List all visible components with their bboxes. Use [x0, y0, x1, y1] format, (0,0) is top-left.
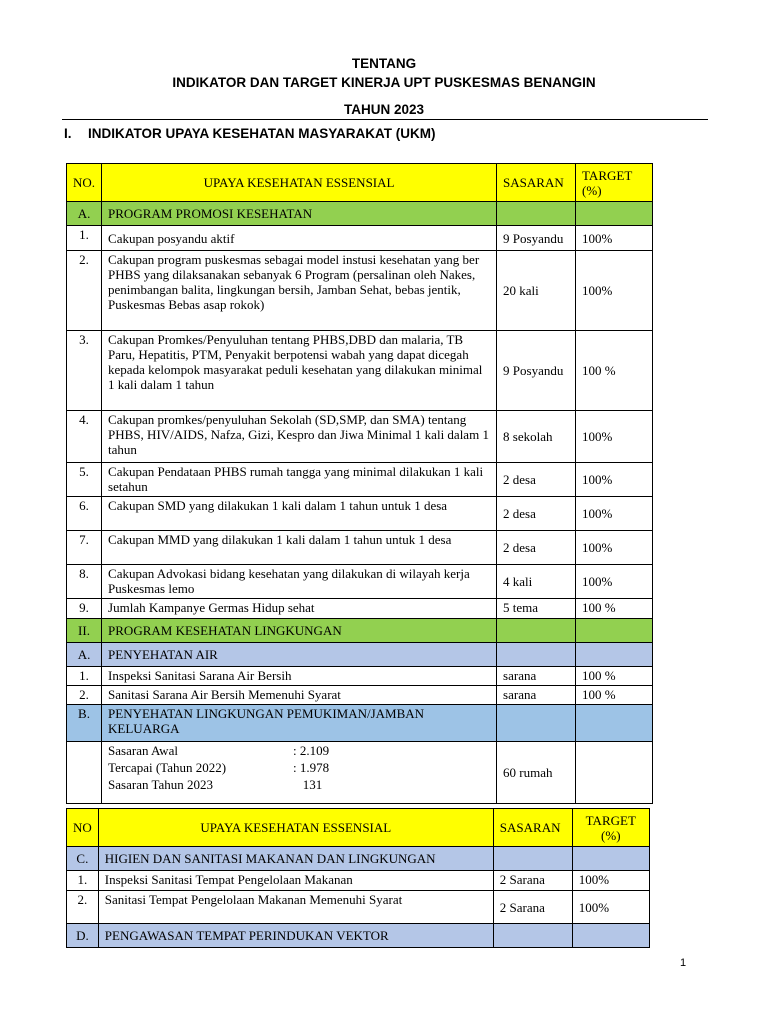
row-target: 100 %	[576, 667, 653, 686]
row-target: 100%	[576, 463, 653, 497]
header-no: NO.	[67, 164, 102, 202]
row-no: 2.	[67, 891, 99, 924]
row-target: 100 %	[576, 686, 653, 705]
row-text: Sanitasi Sarana Air Bersih Memenuhi Syarat	[102, 686, 497, 705]
row-target: 100%	[576, 226, 653, 251]
table-row	[67, 331, 653, 411]
group-no: II.	[67, 619, 102, 643]
sasaran-awal-label: Sasaran Awal	[108, 743, 178, 758]
row-no: 8.	[67, 565, 102, 599]
row-text: Sanitasi Tempat Pengelolaan Makanan Memenuhi Syarat	[98, 891, 493, 924]
document-title: INDIKATOR DAN TARGET KINERJA UPT PUSKESMAS BENANGIN	[172, 75, 596, 90]
row-sasaran: 20 kali	[497, 251, 576, 331]
table-row	[67, 226, 653, 251]
sasaran-block	[102, 742, 497, 804]
row-target: 100%	[576, 497, 653, 531]
subgroup-row-d	[67, 924, 650, 948]
row-target: 100%	[572, 891, 649, 924]
row-text: Cakupan SMD yang dilakukan 1 kali dalam 1 tahun untuk 1 desa	[102, 497, 497, 531]
row-sasaran: 4 kali	[497, 565, 576, 599]
sasaran-2023-value: 131	[293, 777, 323, 792]
table-row	[67, 411, 653, 463]
row-sasaran: 2 Sarana	[493, 891, 572, 924]
header-target: TARGET (%)	[572, 809, 649, 847]
row-sasaran: 5 tema	[497, 599, 576, 619]
row-text: Cakupan MMD yang dilakukan 1 kali dalam 1 tahun untuk 1 desa	[102, 531, 497, 565]
indicator-table-1	[66, 163, 653, 804]
header-line-1: TENTANG	[351, 56, 417, 71]
row-sasaran: 60 rumah	[497, 742, 576, 804]
row-text: Inspeksi Sanitasi Sarana Air Bersih	[102, 667, 497, 686]
row-text: Cakupan Promkes/Penyuluhan tentang PHBS,DBD dan malaria, TB Paru, Hepatitis, PTM, Penyakit berpotensi wabah yang dapat dicegah kepada kelompok masyarakat peduli kesehatan yang dilakukan minimal 1 kali dalam 1 tahun	[102, 331, 497, 411]
header-divider	[62, 119, 708, 120]
row-text: Cakupan Pendataan PHBS rumah tangga yang minimal dilakukan 1 kali setahun	[102, 463, 497, 497]
row-sasaran: sarana	[497, 667, 576, 686]
row-target	[576, 742, 653, 804]
row-target: 100 %	[576, 331, 653, 411]
row-no: 3.	[67, 331, 102, 411]
table-row	[67, 497, 653, 531]
table-row	[67, 599, 653, 619]
subgroup-row-b	[67, 705, 653, 742]
row-text: Cakupan promkes/penyuluhan Sekolah (SD,SMP, dan SMA) tentang PHBS, HIV/AIDS, Nafza, Gizi, Kespro dan Jiwa Minimal 1 kali dalam 1 tahun	[102, 411, 497, 463]
section-title: INDIKATOR UPAYA KESEHATAN MASYARAKAT (UKM)	[88, 126, 436, 141]
row-sasaran: 9 Posyandu	[497, 331, 576, 411]
table-row	[67, 686, 653, 705]
row-sasaran: 2 desa	[497, 463, 576, 497]
row-target: 100%	[572, 871, 649, 891]
row-text: Cakupan Advokasi bidang kesehatan yang dilakukan di wilayah kerja Puskesmas lemo	[102, 565, 497, 599]
subgroup-label: HIGIEN DAN SANITASI MAKANAN DAN LINGKUNGAN	[98, 847, 493, 871]
table-row	[67, 251, 653, 331]
row-target: 100%	[576, 411, 653, 463]
table-header-row	[67, 809, 650, 847]
table-row	[67, 565, 653, 599]
header-upaya: UPAYA KESEHATAN ESSENSIAL	[102, 164, 497, 202]
row-no: 7.	[67, 531, 102, 565]
indicator-table-2	[66, 808, 650, 948]
tercapai-label: Tercapai (Tahun 2022)	[108, 760, 227, 775]
table-header-row	[67, 164, 653, 202]
row-text: Inspeksi Sanitasi Tempat Pengelolaan Makanan	[98, 871, 493, 891]
row-target: 100 %	[576, 599, 653, 619]
row-no: 6.	[67, 497, 102, 531]
row-text: Jumlah Kampanye Germas Hidup sehat	[102, 599, 497, 619]
sasaran-2023-label: Sasaran Tahun 2023	[108, 777, 214, 792]
row-no: 4.	[67, 411, 102, 463]
subgroup-no: B.	[67, 705, 102, 742]
row-sasaran: 2 Sarana	[493, 871, 572, 891]
row-no: 1.	[67, 667, 102, 686]
subgroup-label: PENGAWASAN TEMPAT PERINDUKAN VEKTOR	[98, 924, 493, 948]
row-no: 2.	[67, 686, 102, 705]
group-no: A.	[67, 202, 102, 226]
page-number: 1	[680, 957, 687, 969]
row-no: 2.	[67, 251, 102, 331]
header-sasaran: SASARAN	[497, 164, 576, 202]
table-row	[67, 871, 650, 891]
subgroup-no: A.	[67, 643, 102, 667]
group-label: PROGRAM KESEHATAN LINGKUNGAN	[102, 619, 497, 643]
tercapai-value: : 1.978	[293, 760, 330, 775]
subgroup-row-c	[67, 847, 650, 871]
table-row	[67, 667, 653, 686]
document-year: TAHUN 2023	[343, 102, 425, 117]
subgroup-no: D.	[67, 924, 99, 948]
sasaran-row	[67, 742, 653, 804]
row-target: 100%	[576, 531, 653, 565]
row-sasaran: sarana	[497, 686, 576, 705]
table-row	[67, 463, 653, 497]
subgroup-label: PENYEHATAN AIR	[102, 643, 497, 667]
subgroup-label: PENYEHATAN LINGKUNGAN PEMUKIMAN/JAMBAN KELUARGA	[102, 705, 497, 742]
section-number: I.	[64, 126, 72, 141]
subgroup-row-a	[67, 643, 653, 667]
row-target: 100%	[576, 565, 653, 599]
sasaran-awal-value: : 2.109	[293, 743, 330, 758]
header-target: TARGET (%)	[576, 164, 653, 202]
row-no: 1.	[67, 871, 99, 891]
header-sasaran: SASARAN	[493, 809, 572, 847]
subgroup-no: C.	[67, 847, 99, 871]
row-target: 100%	[576, 251, 653, 331]
row-text: Cakupan posyandu aktif	[102, 226, 497, 251]
header-upaya: UPAYA KESEHATAN ESSENSIAL	[98, 809, 493, 847]
row-sasaran: 8 sekolah	[497, 411, 576, 463]
group-row-ii	[67, 619, 653, 643]
row-no: 5.	[67, 463, 102, 497]
row-text: Cakupan program puskesmas sebagai model instusi kesehatan yang ber PHBS yang dilaksanakan sebanyak 6 Program (persalinan oleh Nakes, penimbangan balita, lingkungan bersih, Jamban Sehat, bebas jentik, Puskesmas Bebas asap rokok)	[102, 251, 497, 331]
table-row	[67, 531, 653, 565]
row-no: 1.	[67, 226, 102, 251]
table-row	[67, 891, 650, 924]
header-no: NO	[67, 809, 99, 847]
row-sasaran: 9 Posyandu	[497, 226, 576, 251]
row-sasaran: 2 desa	[497, 497, 576, 531]
section-heading	[64, 126, 436, 141]
group-label: PROGRAM PROMOSI KESEHATAN	[102, 202, 497, 226]
row-no: 9.	[67, 599, 102, 619]
group-row-a	[67, 202, 653, 226]
row-sasaran: 2 desa	[497, 531, 576, 565]
